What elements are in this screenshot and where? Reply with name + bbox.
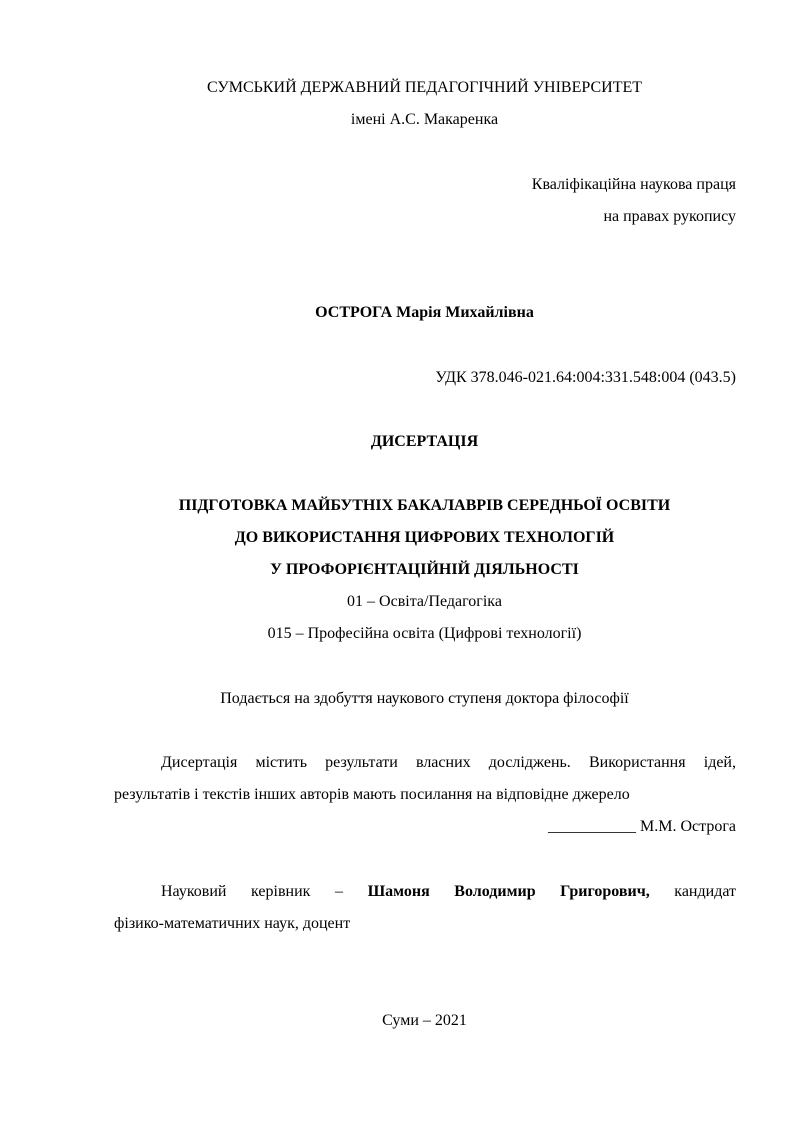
supervisor-line-2: фізико-математичних наук, доцент: [114, 915, 351, 932]
university-name: СУМСЬКИЙ ДЕРЖАВНИЙ ПЕДАГОГІЧНИЙ УНІВЕРСИТЕТ: [206, 79, 643, 96]
university-honorific: імені А.С. Макаренка: [350, 111, 499, 128]
thesis-title-line-1: ПІДГОТОВКА МАЙБУТНІХ БАКАЛАВРІВ СЕРЕДНЬОЇ ОСВІТИ: [178, 497, 671, 514]
originality-statement-line-2: результатів і текстів інших авторів мають посилання на відповідне джерело: [114, 786, 630, 803]
udk-code: УДК 378.046-021.64:004:331.548:004 (043.5): [435, 369, 736, 386]
signature-name: М.М. Острога: [640, 818, 736, 835]
author-name: ОСТРОГА Марія Михайлівна: [315, 304, 534, 321]
degree-statement: Подається на здобуття наукового ступеня доктора філософії: [220, 690, 629, 707]
specialty-code: 015 – Професійна освіта (Цифрові технології): [267, 625, 582, 642]
supervisor-line-1: [161, 882, 736, 902]
originality-statement-line-1: Дисертація містить результати власних досліджень. Використання ідей,: [161, 754, 736, 771]
thesis-title-line-3: У ПРОФОРІЄНТАЦІЙНІЙ ДІЯЛЬНОСТІ: [270, 561, 579, 578]
document-type: ДИСЕРТАЦІЯ: [370, 433, 479, 450]
specialty-field: 01 – Освіта/Педагогіка: [347, 593, 502, 610]
signature-block: [548, 817, 736, 837]
city-year: Суми – 2021: [382, 1012, 467, 1029]
manuscript-line-1: Кваліфікаційна наукова праця: [531, 176, 736, 193]
signature-line: ___________: [548, 818, 637, 835]
thesis-title-line-2: ДО ВИКОРИСТАННЯ ЦИФРОВИХ ТЕХНОЛОГІЙ: [234, 529, 615, 546]
supervisor-label: Науковий керівник –: [161, 883, 344, 900]
supervisor-name: Шамоня Володимир Григорович,: [367, 883, 650, 900]
supervisor-title-start: кандидат: [674, 883, 737, 900]
manuscript-line-2: на правах рукопису: [603, 208, 736, 225]
